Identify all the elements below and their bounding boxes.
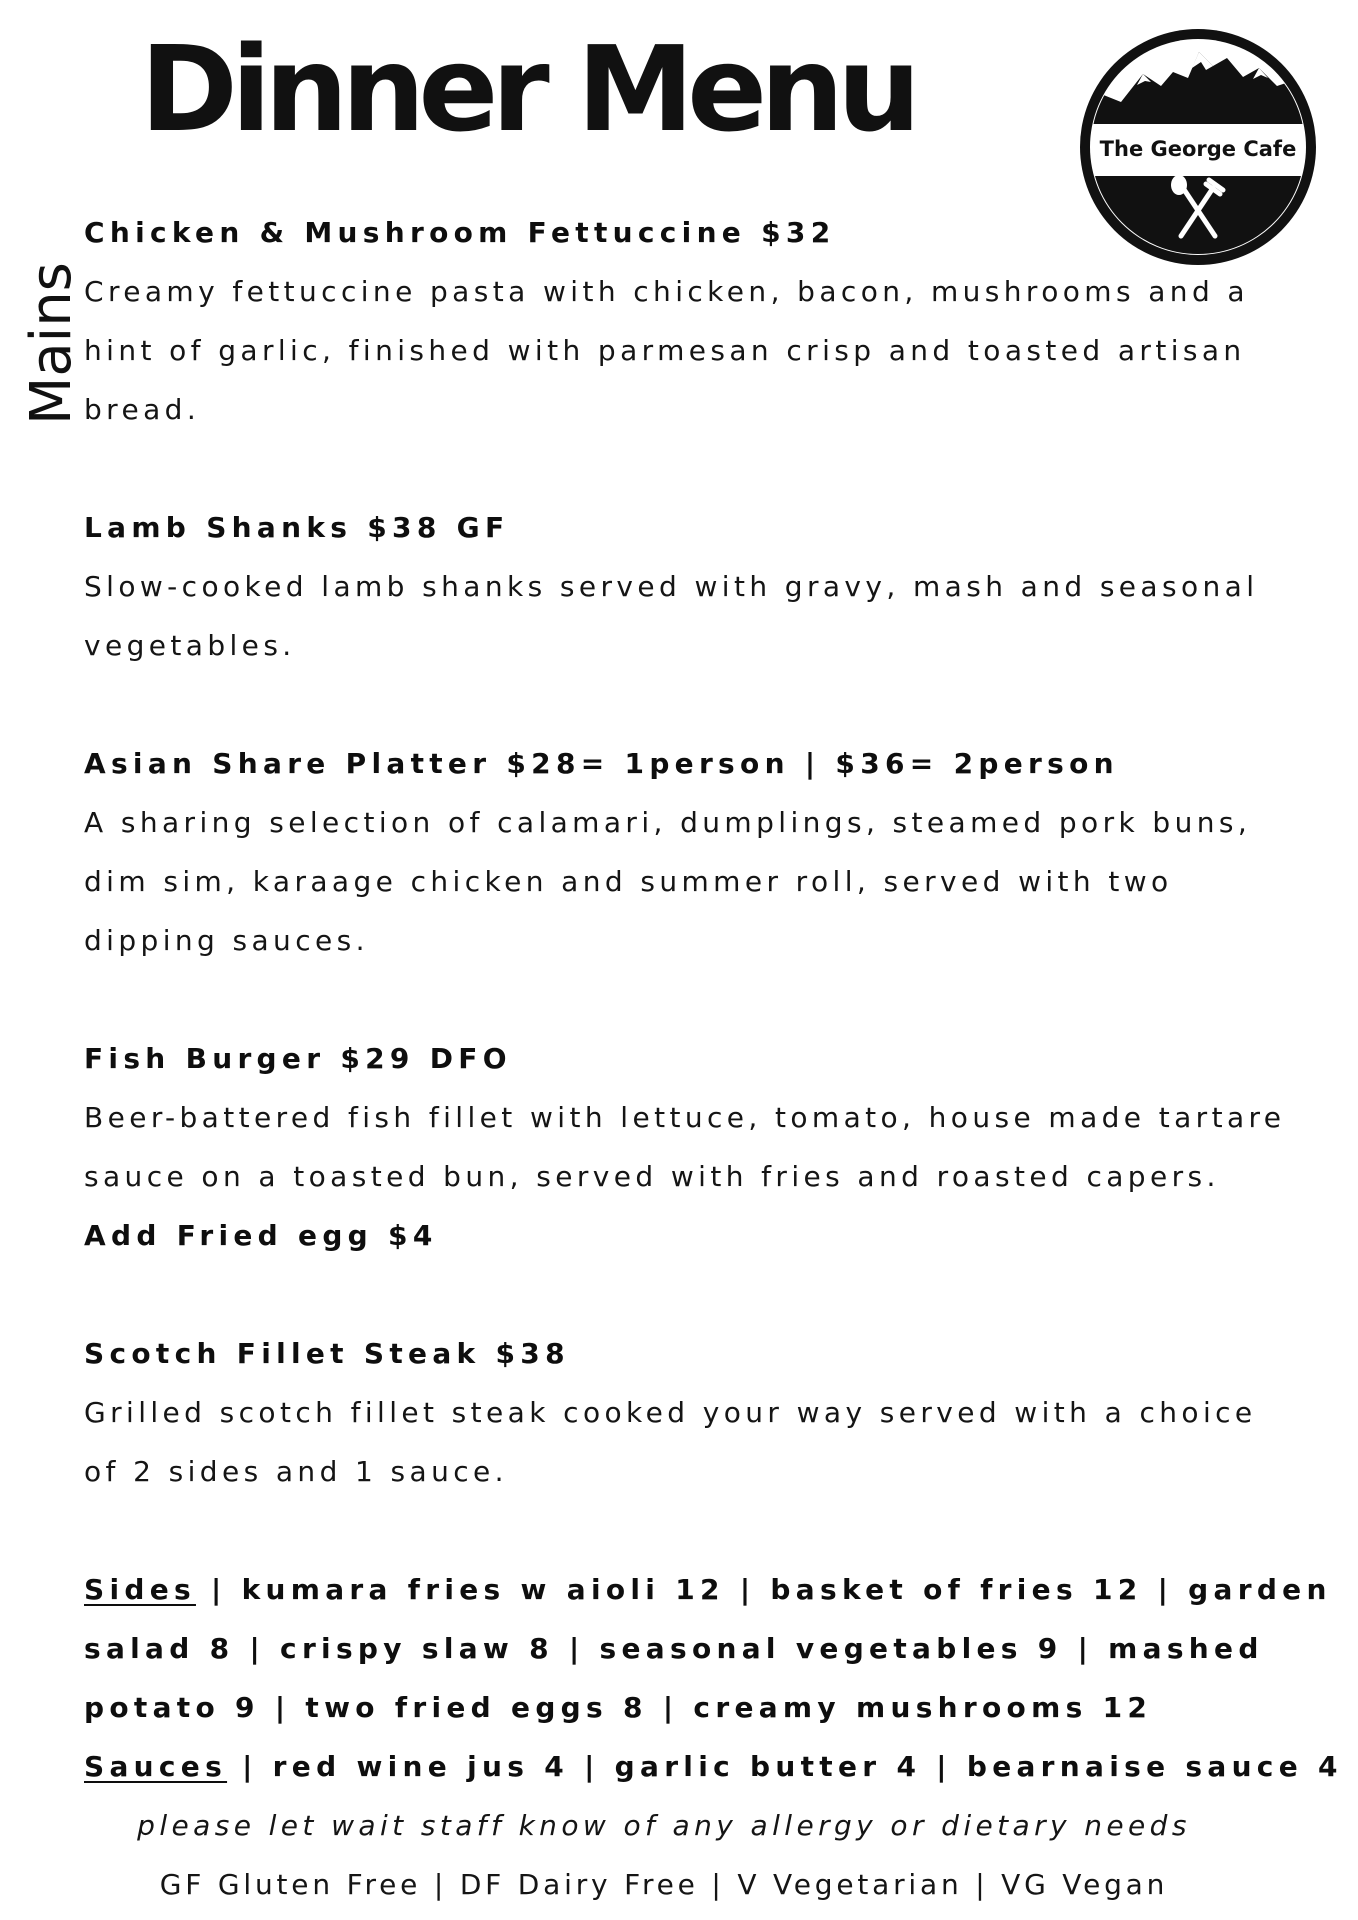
- sides-line: potato 9 | two fried eggs 8 | creamy mushrooms 12: [84, 1691, 1153, 1724]
- dietary-legend: GF Gluten Free | DF Dairy Free | V Vegetarian | VG Vegan: [159, 1868, 1169, 1901]
- sauces-line: [84, 1737, 1343, 1796]
- spacer: [84, 675, 1324, 734]
- spacer: [84, 970, 1324, 1029]
- item-description-line: Beer-battered fish fillet with lettuce, tomato, house made tartare: [84, 1101, 1286, 1134]
- item-description-line: dim sim, karaage chicken and summer roll, served with two: [84, 865, 1173, 898]
- sides-line: salad 8 | crispy slaw 8 | seasonal vegetables 9 | mashed: [84, 1632, 1264, 1665]
- item-title: Lamb Shanks $38 GF: [84, 511, 510, 544]
- item-description-line: A sharing selection of calamari, dumplings, steamed pork buns,: [84, 806, 1252, 839]
- item-description-line: Slow-cooked lamb shanks served with gravy, mash and seasonal: [84, 570, 1259, 603]
- spacer: [84, 439, 1324, 498]
- item-add-on: Add Fried egg $4: [84, 1219, 438, 1252]
- item-description-line: dipping sauces.: [84, 924, 369, 957]
- item-description-line: Creamy fettuccine pasta with chicken, bacon, mushrooms and a: [84, 275, 1249, 308]
- item-description-line: Grilled scotch fillet steak cooked your way served with a choice: [84, 1396, 1257, 1429]
- item-description-line: sauce on a toasted bun, served with fries and roasted capers.: [84, 1160, 1220, 1193]
- sides-label: Sides: [84, 1573, 196, 1606]
- sauces-text: | red wine jus 4 | garlic butter 4 | bearnaise sauce 4: [227, 1750, 1343, 1783]
- sauces-label: Sauces: [84, 1750, 228, 1783]
- item-description-line: vegetables.: [84, 629, 296, 662]
- section-label-mains: Mains: [19, 262, 84, 425]
- item-title: Fish Burger $29 DFO: [84, 1042, 512, 1075]
- spacer: [84, 1265, 1324, 1324]
- sides-line: [84, 1560, 1332, 1619]
- spoon-bowl: [1171, 175, 1187, 195]
- item-title: Asian Share Platter $28= 1person | $36= 2person: [84, 747, 1119, 780]
- item-description-line: of 2 sides and 1 sauce.: [84, 1455, 508, 1488]
- allergy-note: please let wait staff know of any allergy or dietary needs: [137, 1809, 1191, 1842]
- item-description-line: bread.: [84, 393, 201, 426]
- item-title: Chicken & Mushroom Fettuccine $32: [84, 216, 836, 249]
- page-title: Dinner Menu: [140, 20, 915, 158]
- spacer: [84, 1501, 1324, 1560]
- menu-content: [84, 203, 1343, 1914]
- item-description-line: hint of garlic, finished with parmesan crisp and toasted artisan: [84, 334, 1246, 367]
- logo-name: The George Cafe: [1099, 137, 1297, 161]
- sides-text: | kumara fries w aioli 12 | basket of fries 12 | garden: [195, 1573, 1332, 1606]
- item-title: Scotch Fillet Steak $38: [84, 1337, 570, 1370]
